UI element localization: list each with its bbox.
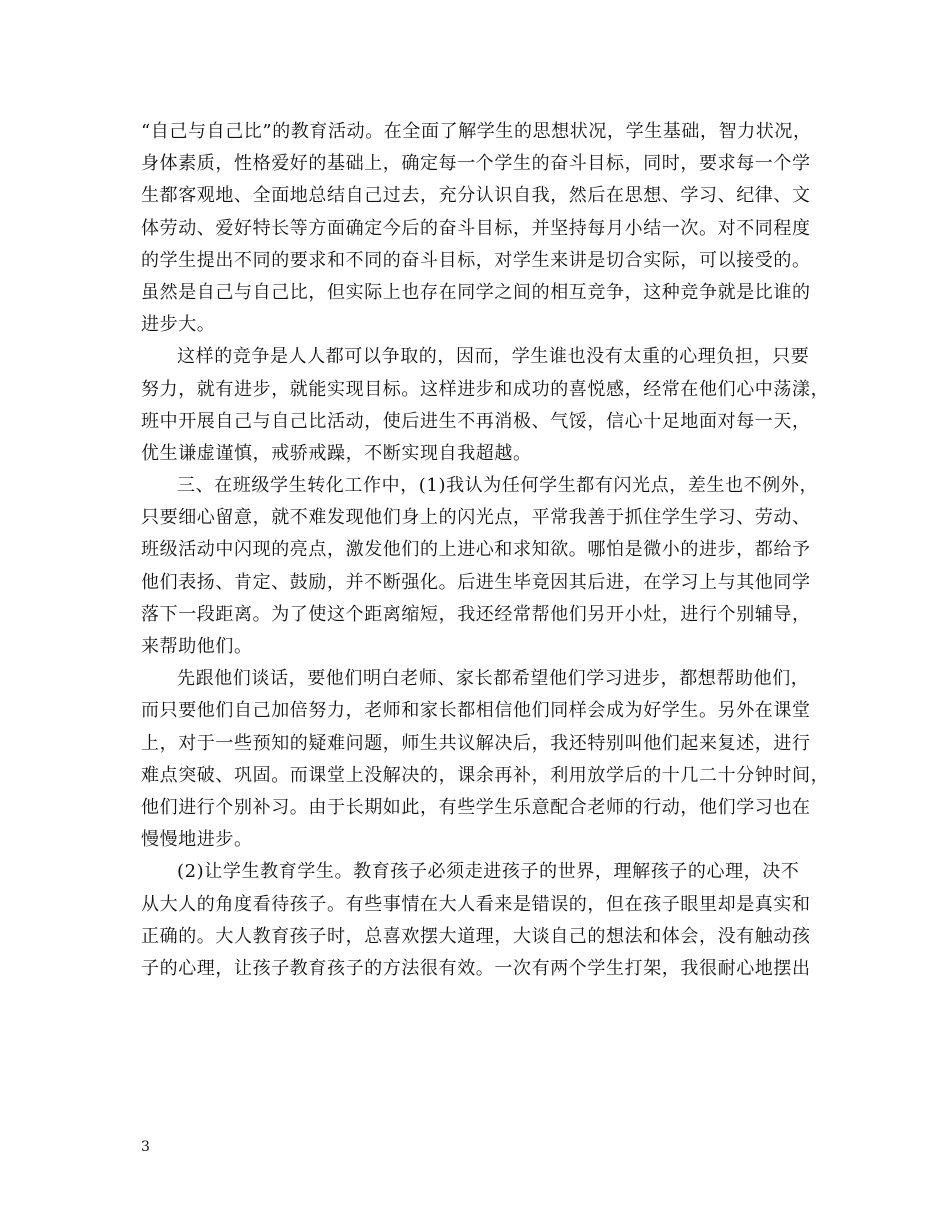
text-line: 他们表扬、肯定、鼓励，并不断强化。后进生毕竟因其后进，在学习上与其他同学 [141, 571, 811, 593]
text-line: 他们进行个别补习。由于长期如此，有些学生乐意配合老师的行动，他们学习也在 [141, 796, 811, 818]
text-line: 难点突破、巩固。而课堂上没解决的，课余再补，利用放学后的十几二十分钟时间， [141, 764, 830, 786]
text-line: 生都客观地、全面地总结自己过去，充分认识自我，然后在思想、学习、纪律、文 [141, 185, 811, 207]
text-line: 三、在班级学生转化工作中，(1)我认为任何学生都有闪光点，差生也不例外， [177, 475, 819, 497]
text-line: 上，对于一些预知的疑难问题，师生共议解决后，我还特别叫他们起来复述，进行 [141, 732, 811, 754]
text-line: 努力，就有进步，就能实现目标。这样进步和成功的喜悦感，经常在他们心中荡漾， [141, 378, 830, 400]
text-line: 这样的竞争是人人都可以争取的，因而，学生谁也没有太重的心理负担，只要 [177, 346, 810, 368]
text-line: 先跟他们谈话，要他们明白老师、家长都希望他们学习进步，都想帮助他们， [177, 668, 810, 690]
text-line: 来帮助他们。 [141, 636, 253, 657]
text-line: 的学生提出不同的要求和不同的奋斗目标，对学生来讲是切合实际，可以接受的。 [141, 249, 811, 271]
text-line: 班级活动中闪现的亮点，激发他们的上进心和求知欲。哪怕是微小的进步，都给予 [141, 539, 811, 561]
text-line: 正确的。大人教育孩子时，总喜欢摆大道理，大谈自己的想法和体会，没有触动孩 [141, 925, 811, 947]
text-line: 班中开展自己与自己比活动，使后进生不再消极、气馁，信心十足地面对每一天， [141, 410, 811, 432]
page-number: 3 [141, 1139, 150, 1155]
text-line: 从大人的角度看待孩子。有些事情在大人看来是错误的，但在孩子眼里却是真实和 [141, 893, 811, 915]
text-line: 虽然是自己与自己比，但实际上也存在同学之间的相互竞争，这种竞争就是比谁的 [141, 281, 811, 303]
text-line: 落下一段距离。为了使这个距离缩短，我还经常帮他们另开小灶，进行个别辅导， [141, 603, 811, 625]
text-line: 进步大。 [141, 314, 216, 336]
text-line: 子的心理，让孩子教育孩子的方法很有效。一次有两个学生打架，我很耐心地摆出 [141, 957, 811, 979]
text-line: “自己与自己比”的教育活动。在全面了解学生的思想状况，学生基础，智力状况， [141, 121, 812, 142]
text-line: 而只要他们自己加倍努力，老师和家长都相信他们同样会成为好学生。另外在课堂 [141, 700, 811, 722]
text-line: 身体素质，性格爱好的基础上，确定每一个学生的奋斗目标，同时，要求每一个学 [141, 153, 811, 175]
text-line: (2)让学生教育学生。教育孩子必须走进孩子的世界，理解孩子的心理，决不 [177, 861, 800, 883]
text-line: 只要细心留意，就不难发现他们身上的闪光点，平常我善于抓住学生学习、劳动、 [141, 507, 811, 529]
text-line: 体劳动、爱好特长等方面确定今后的奋斗目标，并坚持每月小结一次。对不同程度 [141, 217, 811, 239]
text-line: 优生谦虚谨慎，戒骄戒躁，不断实现自我超越。 [141, 442, 532, 464]
body-text [141, 116, 830, 985]
text-line: 慢慢地进步。 [141, 829, 253, 851]
